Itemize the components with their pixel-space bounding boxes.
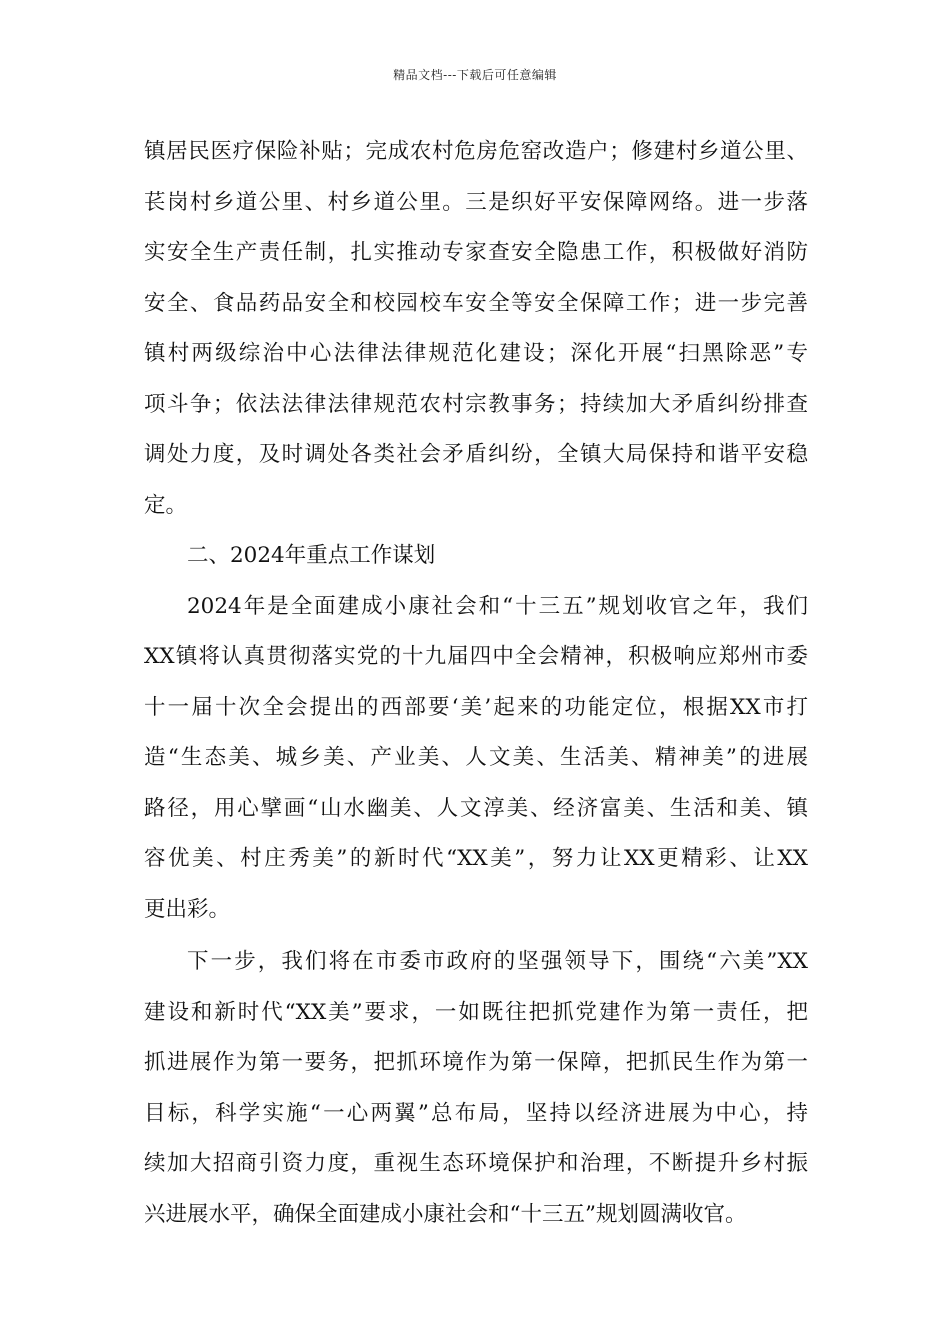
paragraph-line: 镇村两级综治中心法律法律规范化建设；深化开展“扫黑除恶”专	[144, 341, 808, 366]
document-body	[144, 127, 808, 1240]
paragraph-line: 抓进展作为第一要务，把抓环境作为第一保障，把抓民生作为第一	[144, 1050, 808, 1075]
paragraph-line: 下一步，我们将在市委市政府的坚强领导下，围绕“六美”XX	[187, 949, 808, 974]
paragraph-line: 兴进展水平，确保全面建成小康社会和“十三五”规划圆满收官。	[144, 1201, 747, 1227]
paragraph-line: 实安全生产责任制，扎实推动专家查安全隐患工作，积极做好消防	[144, 240, 808, 265]
section-heading: 二、2024年重点工作谋划	[187, 543, 436, 568]
paragraph-line: 目标，科学实施“一心两翼”总布局，坚持以经济进展为中心，持	[144, 1100, 808, 1126]
paragraph-line: 建设和新时代“XX美”要求，一如既往把抓党建作为第一责任，把	[144, 999, 808, 1025]
paragraph-line: 容优美、村庄秀美”的新时代“XX美”，努力让XX更精彩、让XX	[144, 846, 808, 871]
paragraph-line: 镇居民医疗保险补贴；完成农村危房危窑改造户；修建村乡道公里、	[144, 139, 808, 164]
paragraph-line: 更出彩。	[144, 896, 231, 922]
paragraph-line: 安全、食品药品安全和校园校车安全等安全保障工作；进一步完善	[144, 290, 808, 316]
paragraph-line: 2024年是全面建成小康社会和“十三五”规划收官之年，我们	[187, 593, 808, 619]
paragraph-line: 调处力度，及时调处各类社会矛盾纠纷，全镇大局保持和谐平安稳	[144, 442, 808, 467]
paragraph-line: 路径，用心擘画“山水幽美、人文淳美、经济富美、生活和美、镇	[144, 795, 808, 821]
paragraph-line: 续加大招商引资力度，重视生态环境保护和治理，不断提升乡村振	[144, 1151, 808, 1176]
paragraph-line: 十一届十次全会提出的西部要‘美’起来的功能定位，根据XX市打	[144, 694, 808, 720]
paragraph-line: 苌岗村乡道公里、村乡道公里。三是织好平安保障网络。进一步落	[144, 189, 808, 215]
paragraph-line: 定。	[144, 492, 188, 518]
page-header-watermark: 精品文档---下载后可任意编辑	[393, 68, 557, 82]
paragraph-line: XX镇将认真贯彻落实党的十九届四中全会精神，积极响应郑州市委	[144, 644, 808, 669]
paragraph-line: 项斗争；依法法律法律规范农村宗教事务；持续加大矛盾纠纷排查	[144, 391, 808, 417]
paragraph-line: 造“生态美、城乡美、产业美、人文美、生活美、精神美”的进展	[144, 745, 808, 770]
